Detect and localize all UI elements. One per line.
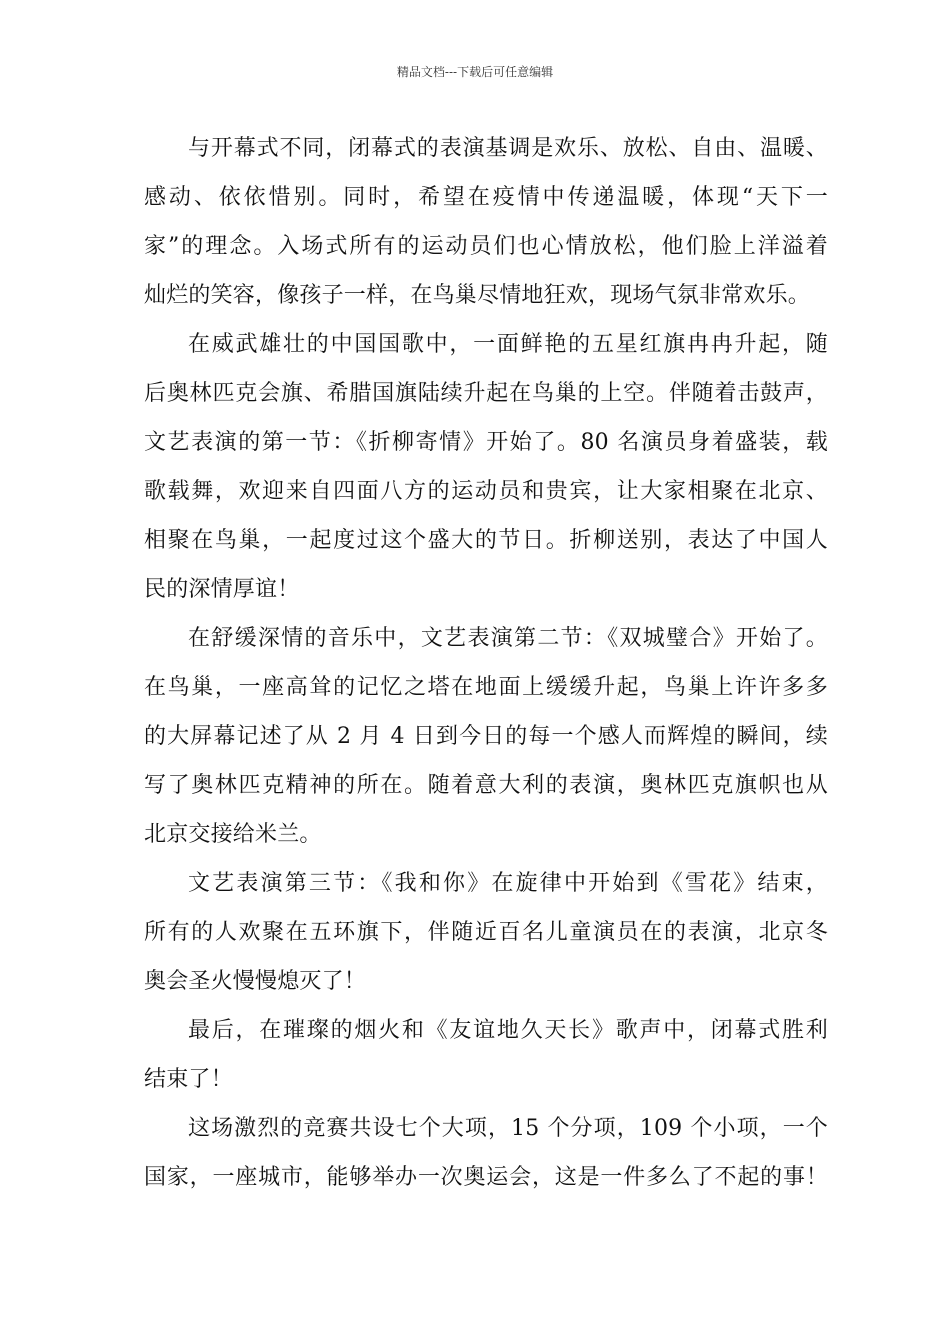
text-line: 家”的理念。入场式所有的运动员们也心情放松，他们脸上洋溢着: [144, 234, 828, 259]
text-line: 这场激烈的竞赛共设七个大项，15 个分项，109 个小项，一个: [188, 1116, 828, 1141]
text-line: 歌载舞，欢迎来自四面八方的运动员和贵宾，让大家相聚在北京、: [144, 479, 828, 504]
text-line: 的大屏幕记述了从 2 月 4 日到今日的每一个感人而辉煌的瞬间，续: [144, 724, 828, 749]
text-line: 文艺表演第三节：《我和你》在旋律中开始到《雪花》结束，: [188, 871, 828, 896]
text-line: 结束了！: [144, 1067, 233, 1092]
text-line: 奥会圣火慢慢熄灭了！: [144, 969, 367, 994]
text-line: 文艺表演的第一节：《折柳寄情》开始了。80 名演员身着盛装，载: [144, 430, 828, 455]
page-header: 精品文档---下载后可任意编辑: [396, 65, 554, 79]
paragraph-4: [144, 859, 828, 1006]
text-line: 后奥林匹克会旗、希腊国旗陆续升起在鸟巢的上空。伴随着击鼓声，: [144, 381, 828, 406]
text-line: 相聚在鸟巢，一起度过这个盛大的节日。折柳送别，表达了中国人: [144, 528, 828, 553]
text-line: 与开幕式不同，闭幕式的表演基调是欢乐、放松、自由、温暖、: [188, 136, 828, 161]
text-line: 写了奥林匹克精神的所在。随着意大利的表演，奥林匹克旗帜也从: [144, 773, 828, 798]
paragraph-2: [144, 320, 828, 614]
text-line: 最后，在璀璨的烟火和《友谊地久天长》歌声中，闭幕式胜利: [188, 1018, 828, 1043]
text-line: 感动、依依惜别。同时，希望在疫情中传递温暖，体现“天下一: [144, 185, 828, 210]
paragraph-6: [144, 1104, 828, 1202]
text-line: 国家，一座城市，能够举办一次奥运会，这是一件多么了不起的事！: [144, 1165, 828, 1190]
document-body: [144, 124, 828, 1202]
text-line: 在威武雄壮的中国国歌中，一面鲜艳的五星红旗冉冉升起，随: [188, 332, 828, 357]
text-line: 北京交接给米兰。: [144, 822, 322, 847]
text-line: 在舒缓深情的音乐中，文艺表演第二节：《双城璧合》开始了。: [188, 626, 828, 651]
text-line: 所有的人欢聚在五环旗下，伴随近百名儿童演员在的表演，北京冬: [144, 920, 828, 945]
text-line: 民的深情厚谊！: [144, 577, 300, 602]
text-line: 在鸟巢，一座高耸的记忆之塔在地面上缓缓升起，鸟巢上许许多多: [144, 675, 828, 700]
paragraph-5: [144, 1006, 828, 1104]
paragraph-3: [144, 614, 828, 859]
paragraph-1: [144, 124, 828, 320]
text-line: 灿烂的笑容，像孩子一样，在鸟巢尽情地狂欢，现场气氛非常欢乐。: [144, 283, 811, 308]
